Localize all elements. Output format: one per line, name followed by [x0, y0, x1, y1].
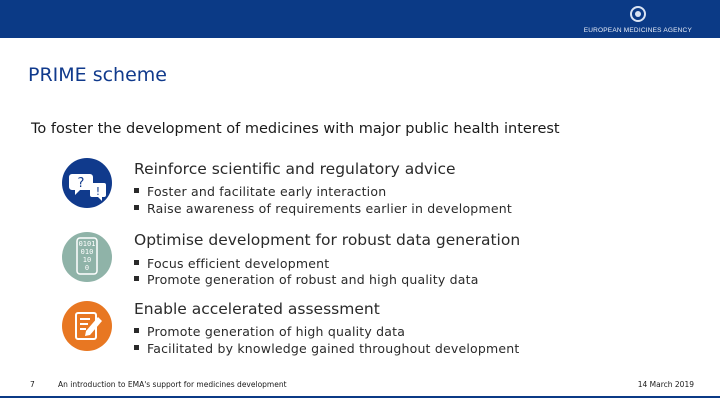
- section-title-assessment: Enable accelerated assessment: [134, 300, 380, 318]
- bullet-square-icon: [134, 328, 139, 333]
- ema-seal-icon: [630, 6, 646, 22]
- section-title-development: Optimise development for robust data generation: [134, 231, 521, 249]
- footer-text: An introduction to EMA's support for medicines development: [58, 380, 287, 389]
- header-bar: [0, 0, 720, 38]
- ema-logo: [582, 6, 692, 36]
- exclamation-glyph: !: [95, 185, 101, 198]
- document-pen-icon: [62, 301, 112, 351]
- binary-glyph-row-1: 0101: [78, 240, 96, 248]
- bullet-square-icon: [134, 276, 139, 281]
- binary-glyph-row-4: 0: [84, 264, 90, 272]
- binary-glyph-row-3: 10: [82, 256, 92, 264]
- bullet-square-icon: [134, 345, 139, 350]
- page-number: 7: [30, 380, 35, 389]
- page-subtitle: To foster the development of medicines with major public health interest: [31, 121, 560, 137]
- page-title: PRIME scheme: [28, 64, 167, 86]
- question-mark-glyph: ?: [77, 176, 85, 191]
- binary-data-icon: [62, 232, 112, 282]
- bullet-square-icon: [134, 188, 139, 193]
- binary-glyph-row-2: 010: [80, 248, 94, 256]
- bullet-item: Raise awareness of requirements earlier in development: [134, 201, 512, 216]
- bullet-item: Promote generation of robust and high quality data: [134, 272, 479, 287]
- bullet-item: Promote generation of high quality data: [134, 324, 405, 339]
- footer-divider: [0, 396, 720, 398]
- footer-date: 14 March 2019: [637, 380, 694, 389]
- bullet-item: Focus efficient development: [134, 256, 329, 271]
- section-title-advice: Reinforce scientific and regulatory advice: [134, 160, 456, 178]
- agency-name: EUROPEAN MEDICINES AGENCY: [583, 27, 692, 34]
- bullet-square-icon: [134, 205, 139, 210]
- bullet-square-icon: [134, 260, 139, 265]
- bullet-item: Foster and facilitate early interaction: [134, 184, 386, 199]
- bullet-item: Facilitated by knowledge gained throughout development: [134, 341, 520, 356]
- speech-bubbles-icon: [62, 158, 112, 208]
